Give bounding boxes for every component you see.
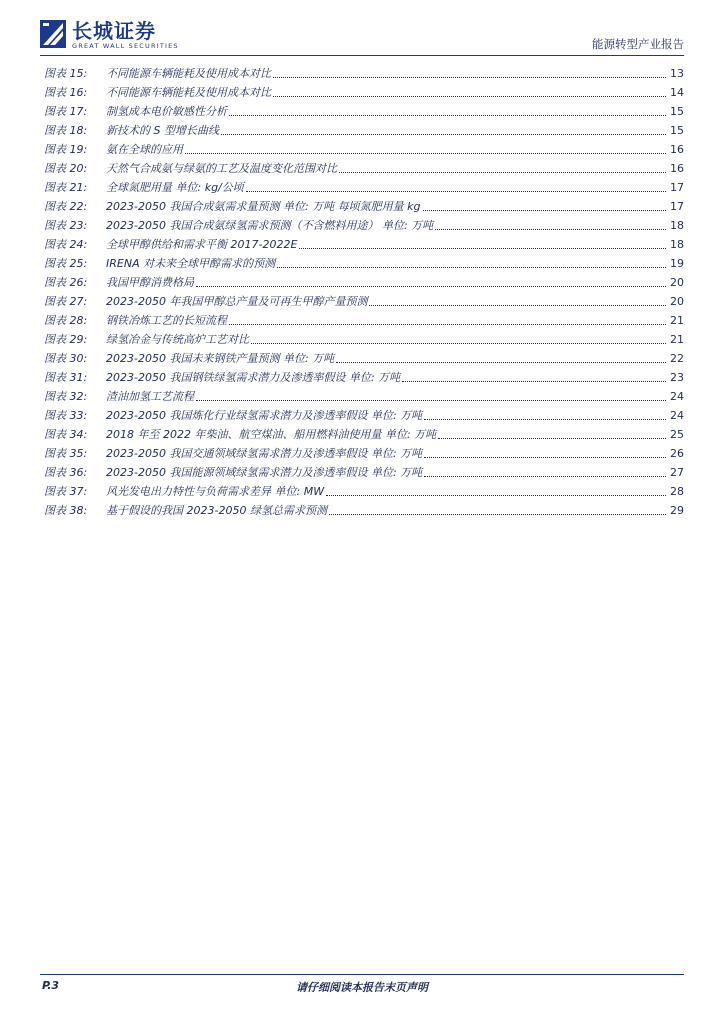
toc-entry-label: 图表 31: — [44, 371, 88, 384]
toc-leader-dots — [196, 399, 666, 401]
toc-leader-dots — [423, 209, 667, 211]
toc-entry[interactable] — [44, 178, 684, 197]
logo-mark-icon — [40, 20, 66, 48]
toc-entry-page: 29 — [670, 504, 684, 517]
toc-leader-dots — [229, 323, 666, 325]
toc-entry-title: 氨在全球的应用 — [106, 143, 183, 156]
toc-entry-title: 不同能源车辆能耗及使用成本对比 — [106, 86, 271, 99]
toc-leader-dots — [336, 361, 666, 363]
toc-entry-title: 钢铁冶炼工艺的长短流程 — [106, 314, 227, 327]
toc-entry-title: 不同能源车辆能耗及使用成本对比 — [106, 67, 271, 80]
toc-leader-dots — [229, 114, 666, 116]
toc-entry-label: 图表 32: — [44, 390, 88, 403]
toc-entry-title: 新技术的 S 型增长曲线 — [106, 124, 219, 137]
logo-text-en: GREAT WALL SECURITIES — [72, 42, 179, 50]
page-number: P.3 — [42, 979, 60, 992]
toc-leader-dots — [251, 342, 666, 344]
toc-entry-page: 28 — [670, 485, 684, 498]
toc-leader-dots — [326, 494, 666, 496]
toc-entry-label: 图表 38: — [44, 504, 88, 517]
toc-entry-label: 图表 25: — [44, 257, 88, 270]
toc-entry-label: 图表 16: — [44, 86, 88, 99]
toc-entry[interactable] — [44, 121, 684, 140]
toc-entry-title: 全球氮肥用量 单位: kg/公顷 — [106, 181, 244, 194]
toc-entry-page: 24 — [670, 409, 684, 422]
toc-entry-label: 图表 34: — [44, 428, 88, 441]
toc-entry-title: 天然气合成氨与绿氨的工艺及温度变化范围对比 — [106, 162, 337, 175]
toc-entry[interactable] — [44, 387, 684, 406]
toc-entry-page: 25 — [670, 428, 684, 441]
toc-entry-label: 图表 21: — [44, 181, 88, 194]
toc-entry[interactable] — [44, 330, 684, 349]
toc-entry-label: 图表 36: — [44, 466, 88, 479]
toc-entry-page: 17 — [670, 181, 684, 194]
toc-leader-dots — [369, 304, 666, 306]
toc-entry-page: 27 — [670, 466, 684, 479]
toc-entry-label: 图表 35: — [44, 447, 88, 460]
toc-entry-title: 全球甲醇供给和需求平衡 2017-2022E — [106, 238, 298, 251]
toc-entry-title: 2023-2050 我国合成氨绿氢需求预测（不含燃料用途） 单位: 万吨 — [106, 219, 434, 232]
toc-entry[interactable] — [44, 273, 684, 292]
toc-entry-title: 2023-2050 我国能源领域绿氢需求潜力及渗透率假设 单位: 万吨 — [106, 466, 423, 479]
toc-entry-label: 图表 30: — [44, 352, 88, 365]
toc-entry-label: 图表 27: — [44, 295, 88, 308]
toc-entry-label: 图表 17: — [44, 105, 88, 118]
toc-entry-page: 13 — [670, 67, 684, 80]
report-type: 能源转型产业报告 — [592, 37, 684, 51]
toc-leader-dots — [424, 418, 666, 420]
toc-leader-dots — [196, 285, 666, 287]
toc-entry-title: 我国甲醇消费格局 — [106, 276, 194, 289]
toc-entry[interactable] — [44, 349, 684, 368]
toc-entry-page: 21 — [670, 314, 684, 327]
toc-entry[interactable] — [44, 482, 684, 501]
toc-leader-dots — [246, 190, 666, 192]
toc-entry-page: 20 — [670, 276, 684, 289]
toc-entry-page: 15 — [670, 124, 684, 137]
toc-entry-page: 26 — [670, 447, 684, 460]
toc-leader-dots — [435, 228, 666, 230]
toc-entry[interactable] — [44, 463, 684, 482]
toc-entry-title: 2023-2050 我国钢铁绿氢需求潜力及渗透率假设 单位: 万吨 — [106, 371, 401, 384]
toc-entry[interactable] — [44, 254, 684, 273]
toc-entry-page: 22 — [670, 352, 684, 365]
toc-entry-page: 21 — [670, 333, 684, 346]
toc-entry-page: 14 — [670, 86, 684, 99]
toc-leader-dots — [273, 76, 666, 78]
toc-entry-title: 2023-2050 年我国甲醇总产量及可再生甲醇产量预测 — [106, 295, 368, 308]
toc-leader-dots — [277, 266, 666, 268]
toc-entry-page: 16 — [670, 162, 684, 175]
toc-entry-label: 图表 18: — [44, 124, 88, 137]
toc-entry-label: 图表 24: — [44, 238, 88, 251]
toc-entry-title: 制氢成本电价敏感性分析 — [106, 105, 227, 118]
toc-entry-title: IRENA 对未来全球甲醇需求的预测 — [106, 257, 276, 270]
toc-entry-label: 图表 26: — [44, 276, 88, 289]
toc-entry-page: 18 — [670, 219, 684, 232]
toc-entry-page: 24 — [670, 390, 684, 403]
toc-entry-title: 渣油加氢工艺流程 — [106, 390, 194, 403]
toc-entry-label: 图表 23: — [44, 219, 88, 232]
toc-entry-label: 图表 22: — [44, 200, 88, 213]
toc-entry-label: 图表 29: — [44, 333, 88, 346]
footer-divider — [40, 974, 684, 975]
toc-entry[interactable] — [44, 501, 684, 520]
toc-entry-title: 绿氢冶金与传统高炉工艺对比 — [106, 333, 249, 346]
toc-entry-title: 2023-2050 我国未来钢铁产量预测 单位: 万吨 — [106, 352, 335, 365]
toc-leader-dots — [424, 456, 666, 458]
toc-entry[interactable] — [44, 83, 684, 102]
toc-leader-dots — [221, 133, 666, 135]
toc-entry-label: 图表 20: — [44, 162, 88, 175]
toc-leader-dots — [185, 152, 666, 154]
toc-entry-label: 图表 37: — [44, 485, 88, 498]
toc-entry-page: 20 — [670, 295, 684, 308]
toc-entry-label: 图表 15: — [44, 67, 88, 80]
toc-leader-dots — [402, 380, 666, 382]
toc-leader-dots — [339, 171, 666, 173]
footer-disclaimer: 请仔细阅读本报告末页声明 — [296, 981, 428, 994]
toc-entry[interactable] — [44, 425, 684, 444]
toc-entry-page: 17 — [670, 200, 684, 213]
toc-entry[interactable] — [44, 64, 684, 83]
toc-entry-title: 2023-2050 我国合成氨需求量预测 单位: 万吨 每顷氮肥用量 kg — [106, 200, 421, 213]
toc-entry-label: 图表 33: — [44, 409, 88, 422]
toc-entry[interactable] — [44, 216, 684, 235]
toc-entry[interactable] — [44, 140, 684, 159]
toc-entry[interactable] — [44, 406, 684, 425]
toc-entry[interactable] — [44, 235, 684, 254]
toc-entry-title: 基于假设的我国 2023-2050 绿氢总需求预测 — [106, 504, 327, 517]
toc-entry[interactable] — [44, 159, 684, 178]
company-logo — [40, 20, 200, 52]
toc-entry-label: 图表 28: — [44, 314, 88, 327]
page-header — [40, 18, 684, 54]
toc-leader-dots — [273, 95, 666, 97]
toc-entry-page: 18 — [670, 238, 684, 251]
logo-text-cn: 长城证券 — [72, 19, 156, 43]
toc-entry-title: 2023-2050 我国炼化行业绿氢需求潜力及渗透率假设 单位: 万吨 — [106, 409, 423, 422]
header-divider — [40, 55, 684, 56]
toc-entry[interactable] — [44, 292, 684, 311]
toc-entry[interactable] — [44, 368, 684, 387]
toc-entry-title: 2018 年至 2022 年柴油、航空煤油、船用燃料油使用量 单位: 万吨 — [106, 428, 437, 441]
toc-entry-page: 19 — [670, 257, 684, 270]
toc-entry-label: 图表 19: — [44, 143, 88, 156]
toc-entry-page: 15 — [670, 105, 684, 118]
toc-entry[interactable] — [44, 311, 684, 330]
toc-entry[interactable] — [44, 102, 684, 121]
toc-leader-dots — [438, 437, 666, 439]
toc-entry-title: 风光发电出力特性与负荷需求差异 单位: MW — [106, 485, 325, 498]
toc-entry[interactable] — [44, 197, 684, 216]
toc-leader-dots — [299, 247, 666, 249]
toc-entry-page: 16 — [670, 143, 684, 156]
toc-leader-dots — [424, 475, 666, 477]
toc-entry[interactable] — [44, 444, 684, 463]
table-of-figures — [44, 64, 684, 520]
toc-entry-title: 2023-2050 我国交通领域绿氢需求潜力及渗透率假设 单位: 万吨 — [106, 447, 423, 460]
toc-entry-page: 23 — [670, 371, 684, 384]
toc-leader-dots — [329, 513, 666, 515]
